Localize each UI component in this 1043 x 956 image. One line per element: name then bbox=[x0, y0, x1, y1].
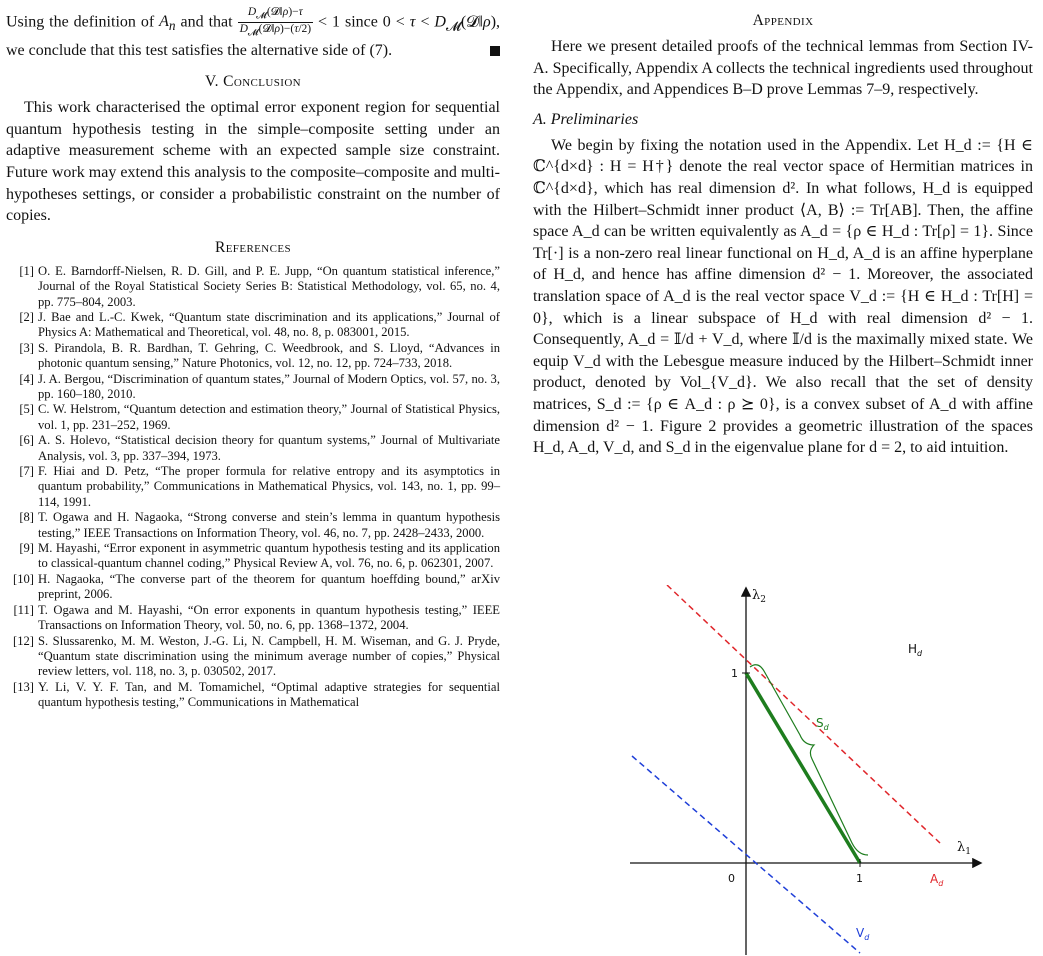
reference-item bbox=[6, 572, 500, 603]
conclusion-paragraph: This work characterised the optimal error exponent region for sequential quantum hypothesis testing in the simple–composite setting under an adaptive measurement scheme with an expected sample size constraint. Future work may extend this analysis to the composite–composite and multi-hypotheses settings, or consider a probabilistic constraint on the number of copies. bbox=[6, 99, 500, 225]
a-d-line bbox=[667, 585, 940, 843]
left-column bbox=[6, 0, 500, 711]
reference-item bbox=[6, 541, 500, 572]
y-axis-label: $\lambda_2$ bbox=[752, 588, 766, 605]
reference-text: A. S. Holevo, “Statistical decision theory for quantum systems,” Journal of Multivariate Analysis, vol. 3, pp. 337–394, 1973. bbox=[38, 433, 500, 463]
reference-text: O. E. Barndorff-Nielsen, R. D. Gill, and P. E. Jupp, “On quantum statistical inference,” Journal of the Royal Statistical Society Series B: Statistical Methodology, vol. 65, no. 4, pp. 775–804, 2003. bbox=[38, 263, 500, 309]
tick-y-label: 1 bbox=[731, 667, 738, 680]
preliminaries-paragraph: We begin by fixing the notation used in the Appendix. Let H_d := {H ∈ ℂ^{d×d} : H = H†} denote the real vector space of Hermitian matrices in ℂ^{d×d}, which has real dimension d². In what follows, H_d is equipped with the Hilbert–Schmidt inner product ⟨A, B⟩ := Tr[AB]. Then, the affine space A_d can be written equivalently as A_d = {ρ ∈ H_d : Tr[ρ] = 1}. Since Tr[·] is a non-zero real linear functional on H_d, A_d is an affine hyperplane of H_d, and hence has affine dimension d² − 1. Moreover, the associated translation space of A_d is the real vector space V_d := {H ∈ H_d : Tr[H] = 0}, which is a linear subspace of H_d with real dimension d² − 1. Consequently, A_d = 𝕀/d + V_d, where 𝕀/d is the maximally mixed state. We equip V_d with the Lebesgue measure induced by the Hilbert–Schmidt inner product, denoted by Vol_{V_d}. We also recall that the set of density matrices, S_d := {ρ ∈ A_d : ρ ⪰ 0}, is a convex subset of A_d with affine dimension d² − 1. Figure 2 provides a geometric illustration of the spaces H_d, A_d, V_d, and S_d in the eigenvalue plane for d = 2, to aid intuition. bbox=[533, 136, 1034, 457]
reference-item bbox=[6, 634, 500, 680]
reference-item bbox=[6, 341, 500, 372]
a-d-label: $A_d$ bbox=[930, 872, 944, 888]
reference-number: [8] bbox=[19, 510, 34, 525]
reference-number: [2] bbox=[19, 309, 34, 324]
reference-number: [9] bbox=[19, 541, 34, 556]
reference-number: [5] bbox=[19, 402, 34, 417]
reference-number: [7] bbox=[19, 464, 34, 479]
references-heading: References bbox=[214, 238, 292, 256]
reference-number: [6] bbox=[19, 433, 34, 448]
reference-number: [4] bbox=[19, 371, 34, 386]
reference-text: J. A. Bergou, “Discrimination of quantum states,” Journal of Modern Optics, vol. 57, no. 3, pp. 160–180, 2010. bbox=[38, 371, 500, 401]
v-d-label: $V_d$ bbox=[856, 926, 870, 942]
reference-number: [1] bbox=[19, 263, 34, 278]
reference-text: C. W. Helstrom, “Quantum detection and estimation theory,” Journal of Statistical Physics, vol. 1, pp. 231–252, 1969. bbox=[38, 402, 500, 432]
reference-item bbox=[6, 464, 500, 510]
reference-text: T. Ogawa and M. Hayashi, “On error exponents in quantum hypothesis testing,” IEEE Transactions on Information Theory, vol. 50, no. 6, pp. 1368–1372, 2004. bbox=[38, 602, 500, 633]
reference-number: [13] bbox=[13, 679, 34, 694]
reference-text: T. Ogawa and H. Nagaoka, “Strong converse and stein’s lemma in quantum hypothesis testing,” IEEE Transactions on Information Theory, vol. 46, no. 7, pp. 2428–2433, 2000. bbox=[38, 510, 500, 540]
intro-paragraph: Using the definition of $A_n$ and that $D_𝓜(𝓓‖\rho)-\tau$ $D_𝓜(𝓓‖\rho)-(\tau/2)$ < 1 since $0 < \tau < D_𝓜(𝓓‖\rho)$, we conclude that this test satisfies the alternative side of (7). bbox=[6, 6, 501, 59]
reference-text: F. Hiai and D. Petz, “The proper formula for relative entropy and its asymptotics in quantum probability,” Communications in Mathematical Physics, vol. 143, no. 1, pp. 99–114, 1991. bbox=[38, 464, 500, 509]
s-d-brace bbox=[750, 665, 868, 855]
reference-item bbox=[6, 603, 500, 634]
reference-text: H. Nagaoka, “The converse part of the theorem for quantum hoeffding bound,” arXiv preprint, 2006. bbox=[38, 571, 500, 602]
s-d-label: $S_d$ bbox=[816, 716, 829, 732]
reference-item bbox=[6, 433, 500, 464]
tick-x-label: 1 bbox=[856, 872, 863, 885]
x-axis-label: $\lambda_1$ bbox=[957, 840, 971, 857]
region-h-d-label: $H_d$ bbox=[908, 642, 923, 658]
reference-item bbox=[6, 372, 500, 403]
conclusion-heading: V. Conclusion bbox=[204, 73, 302, 91]
reference-item bbox=[6, 264, 500, 310]
references-list bbox=[6, 264, 500, 711]
reference-number: [11] bbox=[13, 602, 34, 617]
reference-item bbox=[6, 310, 500, 341]
reference-text: M. Hayashi, “Error exponent in asymmetric quantum hypothesis testing and its application to classical-quantum channel coding,” Physical Review A, vol. 76, no. 6, p. 062301, 2007. bbox=[38, 541, 500, 571]
appendix-heading: Appendix bbox=[752, 12, 814, 29]
origin-label: 0 bbox=[728, 872, 735, 885]
appendix-paragraph: Here we present detailed proofs of the technical lemmas from Section IV-A. Specifically, Appendix A collects the technical ingredients used throughout the Appendix, and Appendices B–D prove Lemmas 7–9, respectively. bbox=[533, 38, 1033, 99]
reference-text: J. Bae and L.-C. Kwek, “Quantum state discrimination and its applications,” Journal of Physics A: Mathematical and Theoretical, vol. 48, no. 8, p. 083001, 2015. bbox=[38, 309, 500, 340]
reference-text: Y. Li, V. Y. F. Tan, and M. Tomamichel, “Optimal adaptive strategies for sequential quantum hypothesis testing,” Communications in Mathematical bbox=[38, 679, 500, 710]
qed-symbol bbox=[490, 46, 500, 56]
eigenvalue-plane-figure bbox=[630, 585, 990, 956]
reference-text: S. Pirandola, B. R. Bardhan, T. Gehring, C. Weedbrook, and S. Lloyd, “Advances in photonic quantum sensing,” Nature Photonics, vol. 12, no. 12, pp. 724–733, 2018. bbox=[38, 340, 500, 371]
reference-item bbox=[6, 402, 500, 433]
reference-number: [12] bbox=[13, 633, 34, 648]
s-d-segment bbox=[746, 673, 860, 863]
reference-item bbox=[6, 680, 500, 711]
reference-number: [3] bbox=[19, 340, 34, 355]
preliminaries-heading: A. Preliminaries bbox=[533, 110, 639, 128]
reference-item bbox=[6, 510, 500, 541]
reference-text: S. Slussarenko, M. M. Weston, J.-G. Li, N. Campbell, H. M. Wiseman, and G. J. Pryde, “Quantum state discrimination using the minimum average number of copies,” Physical review letters, vol. 118, no. 3, p. 030502, 2017. bbox=[38, 633, 500, 679]
right-column bbox=[533, 0, 1033, 459]
reference-number: [10] bbox=[13, 571, 34, 586]
